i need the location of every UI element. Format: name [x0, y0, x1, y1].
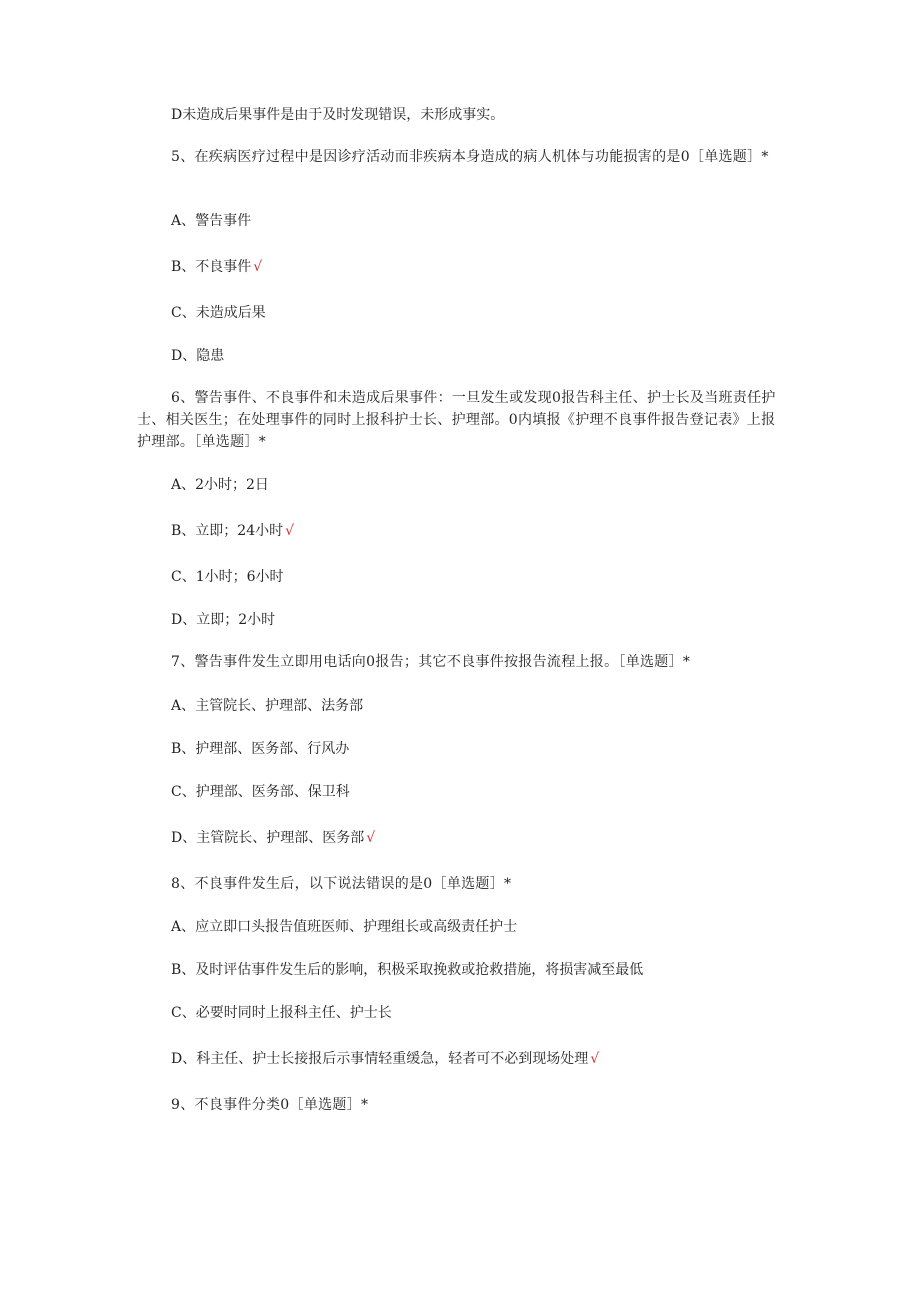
question-8-option-a[interactable]: A、应立即口头报告值班医师、护理组长或高级责任护士	[171, 919, 518, 935]
question-8-stem: 8、不良事件发生后，以下说法错误的是0［单选题］*	[171, 876, 512, 892]
correct-checkmark-icon: √	[590, 1051, 600, 1067]
question-6-stem: 6、警告事件、不良事件和未造成后果事件：一旦发生或发现0报告科主任、护士长及当班责任护士、相关医生；在处理事件的同时上报科护士长、护理部。0内填报《护理不良事件报告登记表》上报护理部。［单选题］*	[137, 390, 776, 450]
question-6-option-d[interactable]: D、立即；2小时	[171, 612, 276, 628]
question-6-option-a[interactable]: A、2小时；2日	[171, 477, 269, 493]
question-7-option-c[interactable]: C、护理部、医务部、保卫科	[171, 784, 350, 800]
correct-checkmark-icon: √	[285, 523, 295, 539]
question-5-option-d[interactable]: D、隐患	[171, 348, 225, 364]
question-7-option-d[interactable]: D、主管院长、护理部、医务部 √	[171, 830, 376, 846]
question-8-option-d[interactable]: D、科主任、护士长接报后示事情轻重缓急，轻者可不必到现场处理 √	[171, 1051, 600, 1067]
intro-line: D未造成后果事件是由于及时发现错误，未形成事实。	[171, 107, 505, 123]
correct-checkmark-icon: √	[366, 830, 376, 846]
question-7-option-a[interactable]: A、主管院长、护理部、法务部	[171, 698, 364, 714]
question-8-option-b[interactable]: B、及时评估事件发生后的影响，积极采取挽救或抢救措施，将损害减至最低	[171, 962, 644, 978]
correct-checkmark-icon: √	[253, 259, 263, 275]
question-6-option-b[interactable]: B、立即；24小时 √	[171, 523, 295, 539]
question-5-option-b[interactable]: B、不良事件 √	[171, 259, 263, 275]
question-6-option-c[interactable]: C、1小时；6小时	[171, 569, 284, 585]
question-5-stem: 5、在疾病医疗过程中是因诊疗活动而非疾病本身造成的病人机体与功能损害的是0［单选题］*	[171, 149, 769, 165]
question-5-option-c[interactable]: C、未造成后果	[171, 305, 266, 321]
question-8-option-c[interactable]: C、必要时同时上报科主任、护士长	[171, 1005, 392, 1021]
question-7-stem: 7、警告事件发生立即用电话向0报告；其它不良事件按报告流程上报。［单选题］*	[171, 654, 691, 670]
question-9-stem: 9、不良事件分类0［单选题］*	[171, 1097, 369, 1113]
question-5-option-a[interactable]: A、警告事件	[171, 213, 252, 229]
question-7-option-b[interactable]: B、护理部、医务部、行风办	[171, 741, 350, 757]
